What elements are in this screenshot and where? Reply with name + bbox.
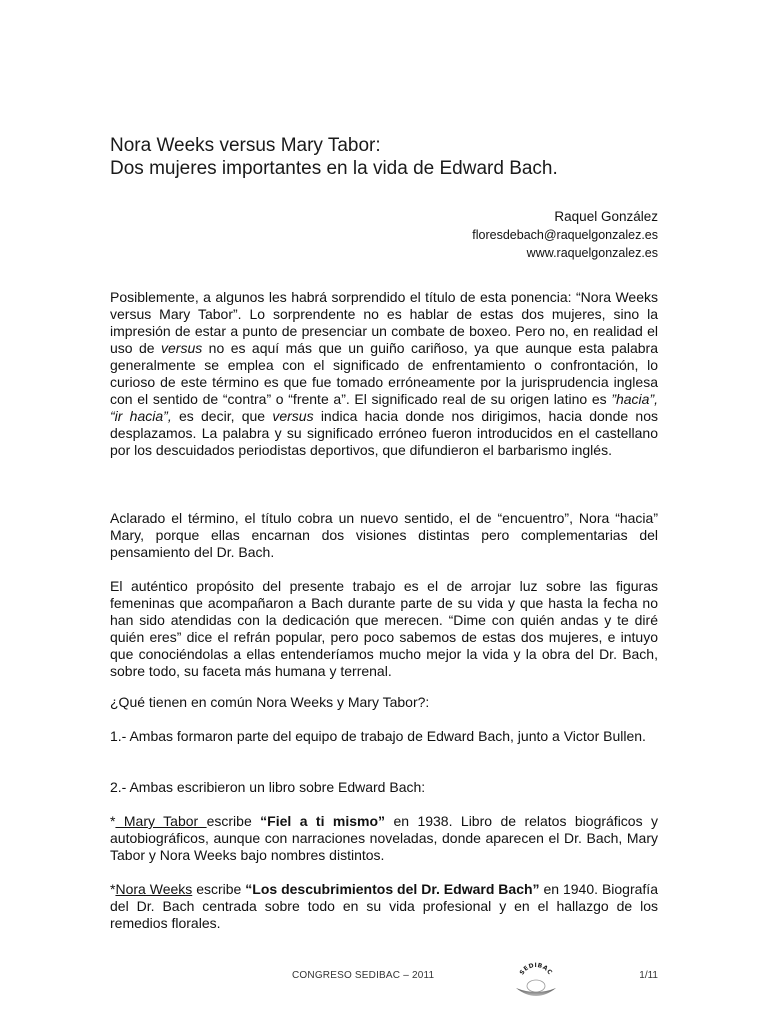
p8-bullet: * <box>110 881 116 897</box>
title-line-1: Nora Weeks versus Mary Tabor: <box>110 135 381 156</box>
p1-italic-versus-2: versus <box>272 408 314 424</box>
p7-rest: en 1938. Libro de relatos biográficos y autobiográficos, aunque con narraciones noveladas, donde aparecen el Dr. Bach, Mary Tabor y Nora Weeks bajo nombres distintos. <box>110 813 659 863</box>
paragraph-6: 2.- Ambas escribieron un libro sobre Edward Bach: <box>110 779 426 795</box>
paragraph-1 <box>110 289 658 459</box>
logo-text: SEDIBAC <box>518 961 554 977</box>
p1-italic-hacia: ”hacia”, “ir hacia”, <box>110 391 658 424</box>
document-title <box>110 134 670 180</box>
p7-bullet: * <box>110 813 116 829</box>
author-website[interactable]: www.raquelgonzalez.es <box>526 246 658 260</box>
title-line-2: Dos mujeres importantes en la vida de Edward Bach. <box>110 158 558 179</box>
document-page <box>110 0 658 1024</box>
p1-italic-versus: versus <box>161 340 203 356</box>
page-number: 1/11 <box>639 970 658 981</box>
p7-verb: escribe <box>206 813 261 829</box>
sedibac-logo-icon <box>514 960 558 1000</box>
paragraph-7 <box>110 813 658 864</box>
author-block <box>472 208 658 262</box>
p1-text-g: indica hacia donde nos dirigimos, hacia donde nos desplazamos. La palabra y su significado erróneo fueron introducidos en el castellano por los descuidados periodistas deportivos, que difundieron el barbarismo inglés. <box>110 408 658 458</box>
paragraph-8 <box>110 881 658 932</box>
p1-text-e: es decir, que <box>171 408 273 424</box>
paragraph-5: 1.- Ambas formaron parte del equipo de trabajo de Edward Bach, junto a Victor Bullen. <box>110 728 646 744</box>
footer-conference: CONGRESO SEDIBAC – 2011 <box>292 970 435 981</box>
page-footer <box>110 961 658 1008</box>
paragraph-3: El auténtico propósito del presente trabajo es el de arrojar luz sobre las figuras femeninas que acompañaron a Bach durante parte de su vida y que hasta la fecha no han sido atendidas con la dedicación que merecen. “Dime con quién andas y te diré quién eres” dice el refrán popular, pero poco sabemos de estas dos mujeres, e intuyo que conociéndolas a ellas entenderíamos mucho mejor la vida y la obra del Dr. Bach, sobre todo, su faceta más humana y terrenal. <box>110 578 658 679</box>
p8-rest: en 1940. Biografía del Dr. Bach centrada sobre todo en su vida profesional y en el hallazgo de los remedios florales. <box>110 881 658 931</box>
p8-verb: escribe <box>192 881 246 897</box>
p8-book-title: “Los descubrimientos del Dr. Edward Bach” <box>245 881 540 897</box>
author-email[interactable]: floresdebach@raquelgonzalez.es <box>472 228 658 242</box>
author-name: Raquel González <box>554 209 658 224</box>
p8-name-nora-weeks: Nora Weeks <box>115 881 193 897</box>
paragraph-4: ¿Qué tienen en común Nora Weeks y Mary Tabor?: <box>110 694 430 710</box>
p1-text-a: Posiblemente, a algunos les habrá sorprendido el título de esta ponencia: “Nora Weeks versus Mary Tabor”. Lo sorprendente no es hablar de estas dos mujeres, sino la impresión de estar a punto de presenciar un combate de boxeo. Pero no, en realidad el uso de <box>110 289 658 356</box>
paragraph-2: Aclarado el término, el título cobra un nuevo sentido, el de “encuentro”, Nora “hacia” Mary, porque ellas encarnan dos visiones distintas pero complementarias del pensamiento del Dr. Bach. <box>110 510 658 560</box>
p7-book-title: “Fiel a ti mismo” <box>260 813 386 829</box>
p7-name-mary-tabor: Mary Tabor <box>115 813 207 829</box>
p1-text-c: no es aquí más que un guiño cariñoso, ya que aunque esta palabra generalmente se emplea con el significado de enfrentamiento o confrontación, lo curioso de este término es que fue tomado erróneamente por la jurisprudencia inglesa con el sentido de “contra” o “frente a”. El significado real de su origen latino es <box>110 340 658 407</box>
svg-text:SEDIBAC <box>518 962 553 976</box>
